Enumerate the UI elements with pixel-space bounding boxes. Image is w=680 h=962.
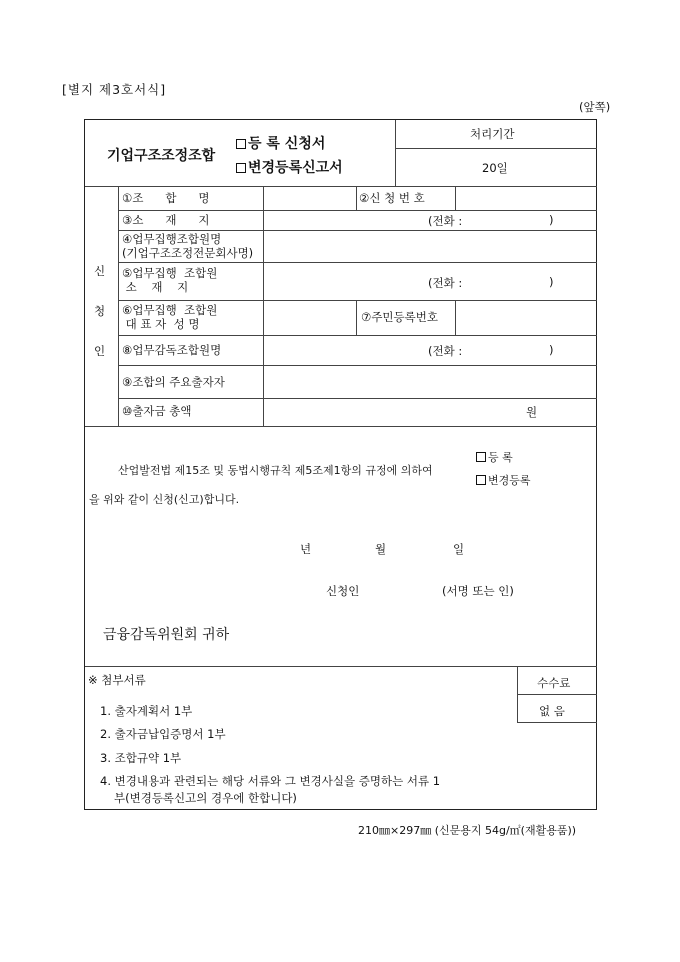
form-org-title: 기업구조조정조합 — [107, 148, 216, 164]
processing-period-value: 20일 — [482, 161, 508, 175]
attachment-item: 부(변경등록신고의 경우에 한합니다) — [114, 791, 297, 805]
applicant-side-label-3: 인 — [94, 344, 106, 358]
checkbox-icon[interactable] — [476, 452, 486, 462]
change-report-option[interactable] — [236, 157, 343, 177]
form-number-label: [별지 제3호서식] — [62, 82, 167, 97]
checkbox-icon[interactable] — [236, 163, 246, 173]
attachment-item: 1. 출자계획서 1부 — [100, 704, 193, 718]
field-resident-number: ⑦주민등록번호 — [361, 310, 438, 324]
change-report-option-label: 변경등록신고서 — [248, 160, 343, 176]
page-side-label: (앞쪽) — [579, 100, 611, 114]
application-form — [84, 119, 597, 810]
phone-close: ) — [549, 343, 554, 357]
applicant-side-label-2: 청 — [94, 304, 106, 318]
field-location: ③소 재 지 — [122, 213, 210, 227]
phone-label: (전화 : — [428, 276, 463, 290]
fee-label: 수수료 — [537, 676, 571, 690]
field-application-number: ②신 청 번 호 — [359, 191, 425, 205]
checkbox-icon[interactable] — [236, 139, 246, 149]
field-executive-member-name: ④업무집행조합원명 (기업구조조정전문회사명) — [122, 232, 254, 260]
field-executive-member-location: ⑤업무집행 조합원 소 재 지 — [122, 266, 218, 294]
processing-period-label: 처리기간 — [470, 127, 515, 141]
phone-close: ) — [549, 213, 554, 227]
date-day: 일 — [453, 542, 465, 556]
paper-spec-footer: 210㎜×297㎜ (신문용지 54g/㎡(재활용품)) — [358, 824, 577, 837]
field-total-investment: ⑩출자금 총액 — [122, 404, 192, 418]
declaration-text-2: 을 위와 같이 신청(신고)합니다. — [89, 493, 240, 506]
phone-close: ) — [549, 275, 554, 289]
checkbox-icon[interactable] — [476, 475, 486, 485]
fee-value: 없 음 — [539, 704, 565, 718]
date-month: 월 — [375, 542, 387, 556]
field-executive-representative: ⑥업무집행 조합원 대 표 자 성 명 — [122, 303, 218, 331]
register-option-label: 등 록 신청서 — [248, 136, 326, 152]
applicant-signature-label: 신청인 — [326, 584, 360, 598]
attachment-item: 2. 출자금납입증명서 1부 — [100, 727, 226, 741]
declaration-change-option[interactable]: 변경등록 — [476, 472, 531, 488]
field-major-investors: ⑨조합의 주요출자자 — [122, 375, 225, 389]
field-supervisory-member-name: ⑧업무감독조합원명 — [122, 343, 222, 357]
attachments-title: ※ 첨부서류 — [88, 673, 146, 687]
phone-label: (전화 : — [428, 344, 463, 358]
declaration-text-1: 산업발전법 제15조 및 동법시행규칙 제5조제1항의 규정에 의하여 — [118, 464, 433, 477]
won-unit: 원 — [526, 405, 538, 419]
attachment-item: 4. 변경내용과 관련되는 해당 서류와 그 변경사실을 증명하는 서류 1 — [100, 774, 441, 788]
field-union-name: ①조 합 명 — [122, 191, 210, 205]
phone-label: (전화 : — [428, 214, 463, 228]
date-year: 년 — [300, 542, 312, 556]
applicant-side-label-1: 신 — [94, 264, 106, 278]
declaration-register-option[interactable]: 등 록 — [476, 449, 513, 465]
attachment-item: 3. 조합규약 1부 — [100, 751, 182, 765]
addressee: 금융감독위원회 귀하 — [103, 627, 230, 643]
register-option[interactable] — [236, 133, 325, 153]
signature-hint: (서명 또는 인) — [442, 584, 514, 598]
